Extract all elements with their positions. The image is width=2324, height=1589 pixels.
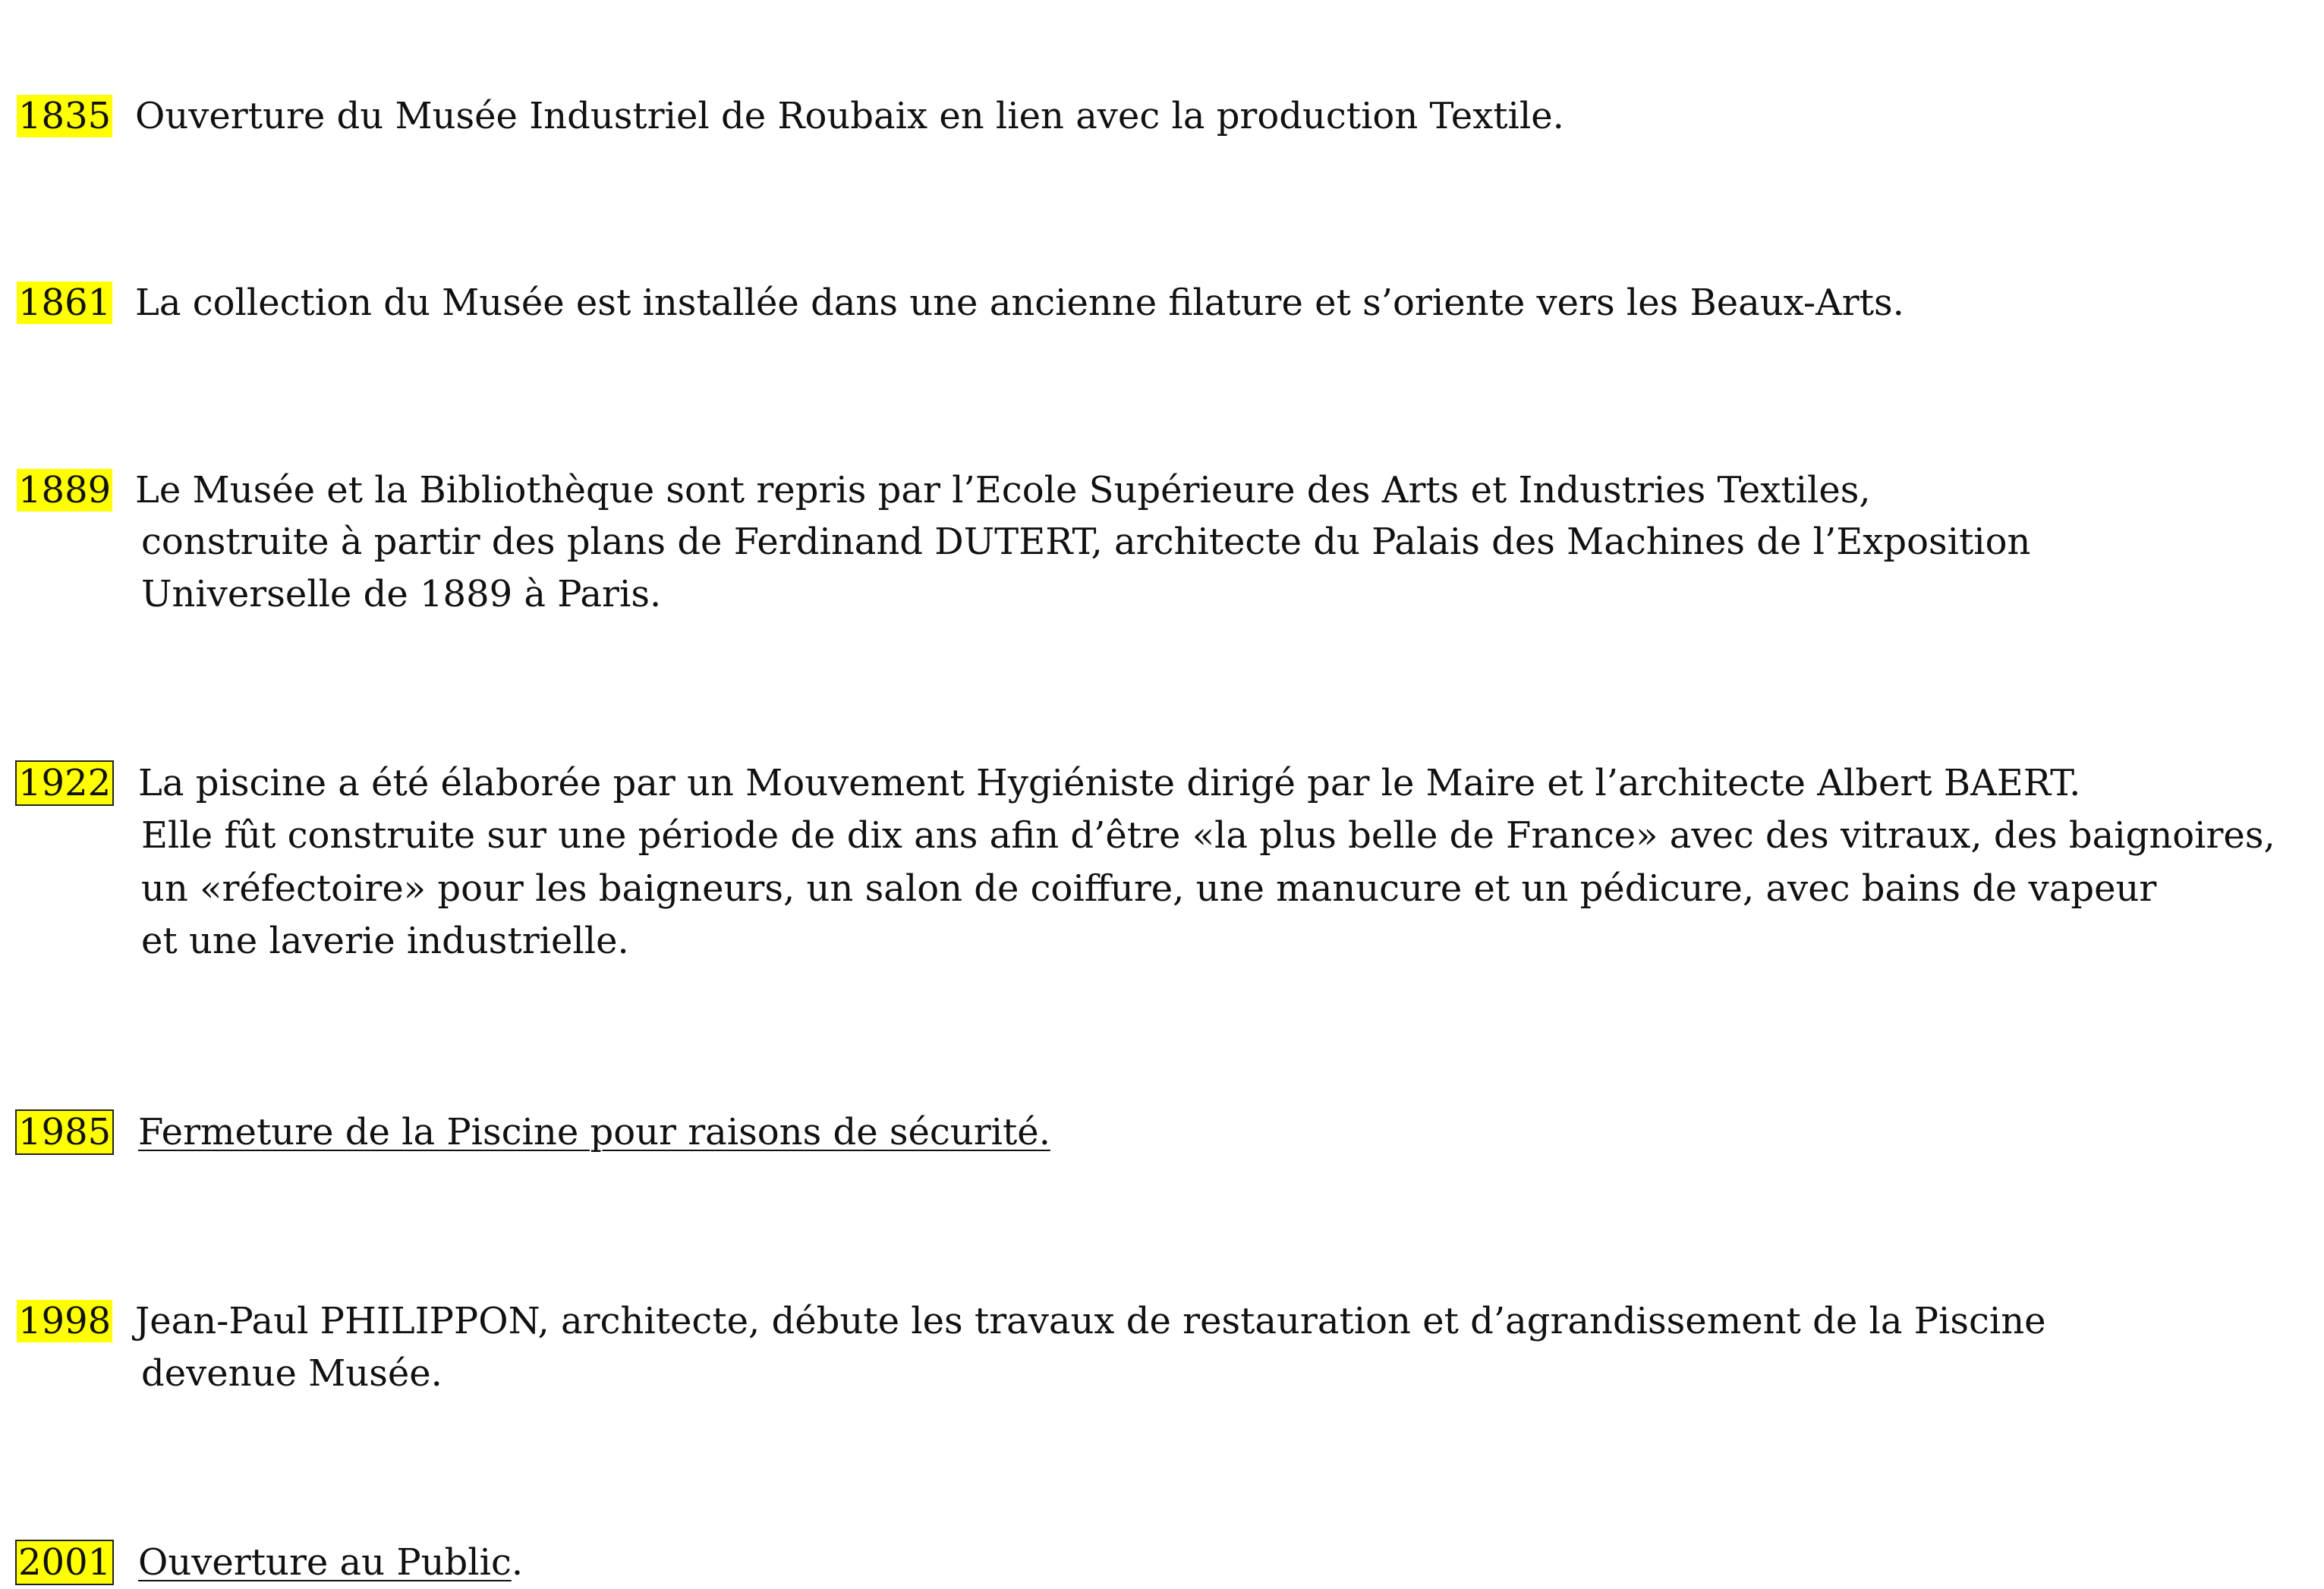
entry-text-underlined: Ouverture au Public xyxy=(138,1541,512,1584)
entry-text-line: devenue Musée. xyxy=(141,1352,442,1395)
year-badge: 2001 xyxy=(18,1541,112,1584)
year-badge: 1985 xyxy=(18,1111,112,1153)
entry-text-line: La piscine a été élaborée par un Mouvement Hygiéniste dirigé par le Maire et l’architecte Albert BAERT. xyxy=(138,762,2081,804)
year-badge: 1889 xyxy=(18,469,112,511)
entry-text-line: Jean-Paul PHILIPPON, architecte, débute les travaux de restauration et d’agrandissement de la Piscine xyxy=(135,1300,2046,1342)
year-badge: 1835 xyxy=(18,95,112,137)
entry-text-line: Fermeture de la Piscine pour raisons de sécurité. xyxy=(138,1111,1050,1153)
entry-text-line: et une laverie industrielle. xyxy=(141,920,629,962)
year-badge: 1861 xyxy=(18,282,112,324)
year-badge: 1998 xyxy=(18,1300,112,1342)
entry-text-line: Ouverture du Musée Industriel de Roubaix en lien avec la production Textile. xyxy=(135,95,1564,137)
entry-text-line: construite à partir des plans de Ferdinand DUTERT, architecte du Palais des Machines de l’Exposition xyxy=(141,521,2031,563)
entry-text-line: Le Musée et la Bibliothèque sont repris par l’Ecole Supérieure des Arts et Industries Textiles, xyxy=(135,469,1871,511)
entry-text-period: . xyxy=(511,1541,524,1584)
entry-text-line: un «réfectoire» pour les baigneurs, un salon de coiffure, une manucure et un pédicure, avec bains de vapeur xyxy=(141,867,2157,910)
year-badge: 1922 xyxy=(18,762,112,804)
entry-text-line xyxy=(138,1536,523,1589)
entry-text-line: Elle fût construite sur une période de dix ans afin d’être «la plus belle de France» avec des vitraux, des baignoires, xyxy=(141,814,2275,857)
entry-text-line: Universelle de 1889 à Paris. xyxy=(141,573,662,615)
entry-text-line: La collection du Musée est installée dans une ancienne filature et s’oriente vers les Beaux-Arts. xyxy=(135,282,1904,324)
